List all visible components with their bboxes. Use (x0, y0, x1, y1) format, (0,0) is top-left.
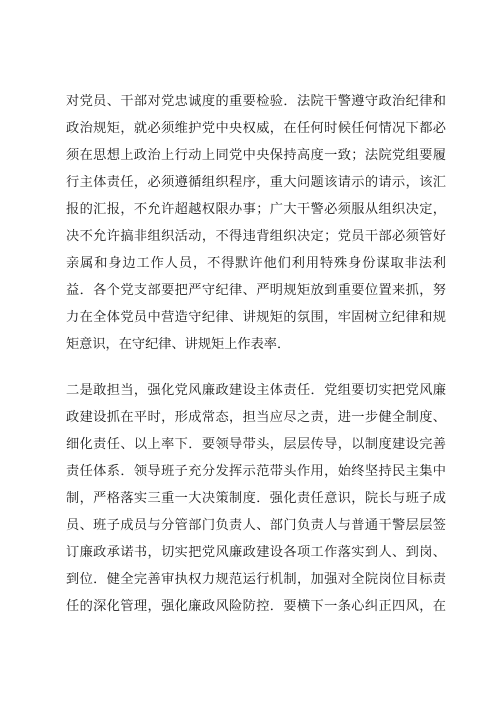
text-line: 到位．健全完善审执权力规范运行机制，加强对全院岗位目标责 (66, 572, 446, 587)
text-line: 政治规矩，就必须维护党中央权威，在任何时候任何情况下都必 (66, 121, 446, 136)
text-line: 责任体系．领导班子充分发挥示范带头作用，始终坚持民主集中 (66, 464, 446, 479)
text-line: 报的汇报，不允许超越权限办事；广大干警必须服从组织决定， (66, 202, 446, 217)
paragraph-responsibility (66, 377, 446, 620)
text-line: 制，严格落实三重一大决策制度．强化责任意识，院长与班子成 (66, 491, 446, 506)
text-line: 亲属和身边工作人员，不得默许他们利用特殊身份谋取非法利 (66, 256, 446, 271)
paragraph-party-discipline (66, 88, 446, 358)
text-line: 行主体责任，必须遵循组织程序，重大问题该请示的请示，该汇 (66, 175, 446, 190)
text-line: 益．各个党支部要把严守纪律、严明规矩放到重要位置来抓，努 (66, 283, 446, 298)
text-line: 决不允许搞非组织活动，不得违背组织决定；党员干部必须管好 (66, 229, 446, 244)
text-line: 员、班子成员与分管部门负责人、部门负责人与普通干警层层签 (66, 518, 446, 533)
text-line: 二是敢担当，强化党风廉政建设主体责任．党组要切实把党风廉 (66, 383, 446, 398)
text-line: 须在思想上政治上行动上同党中央保持高度一致；法院党组要履 (66, 148, 446, 163)
text-line: 政建设抓在平时，形成常态，担当应尽之责，进一步健全制度、 (66, 410, 446, 425)
text-line: 矩意识，在守纪律、讲规矩上作表率． (66, 337, 291, 352)
text-line: 订廉政承诺书，切实把党风廉政建设各项工作落实到人、到岗、 (66, 545, 446, 560)
text-line: 细化责任、以上率下．要领导带头，层层传导，以制度建设完善 (66, 437, 446, 452)
text-line: 任的深化管理，强化廉政风险防控．要横下一条心纠正四风，在 (66, 599, 446, 614)
text-line: 对党员、干部对党忠诚度的重要检验．法院干警遵守政治纪律和 (66, 94, 446, 109)
text-line: 力在全体党员中营造守纪律、讲规矩的氛围，牢固树立纪律和规 (66, 310, 446, 325)
